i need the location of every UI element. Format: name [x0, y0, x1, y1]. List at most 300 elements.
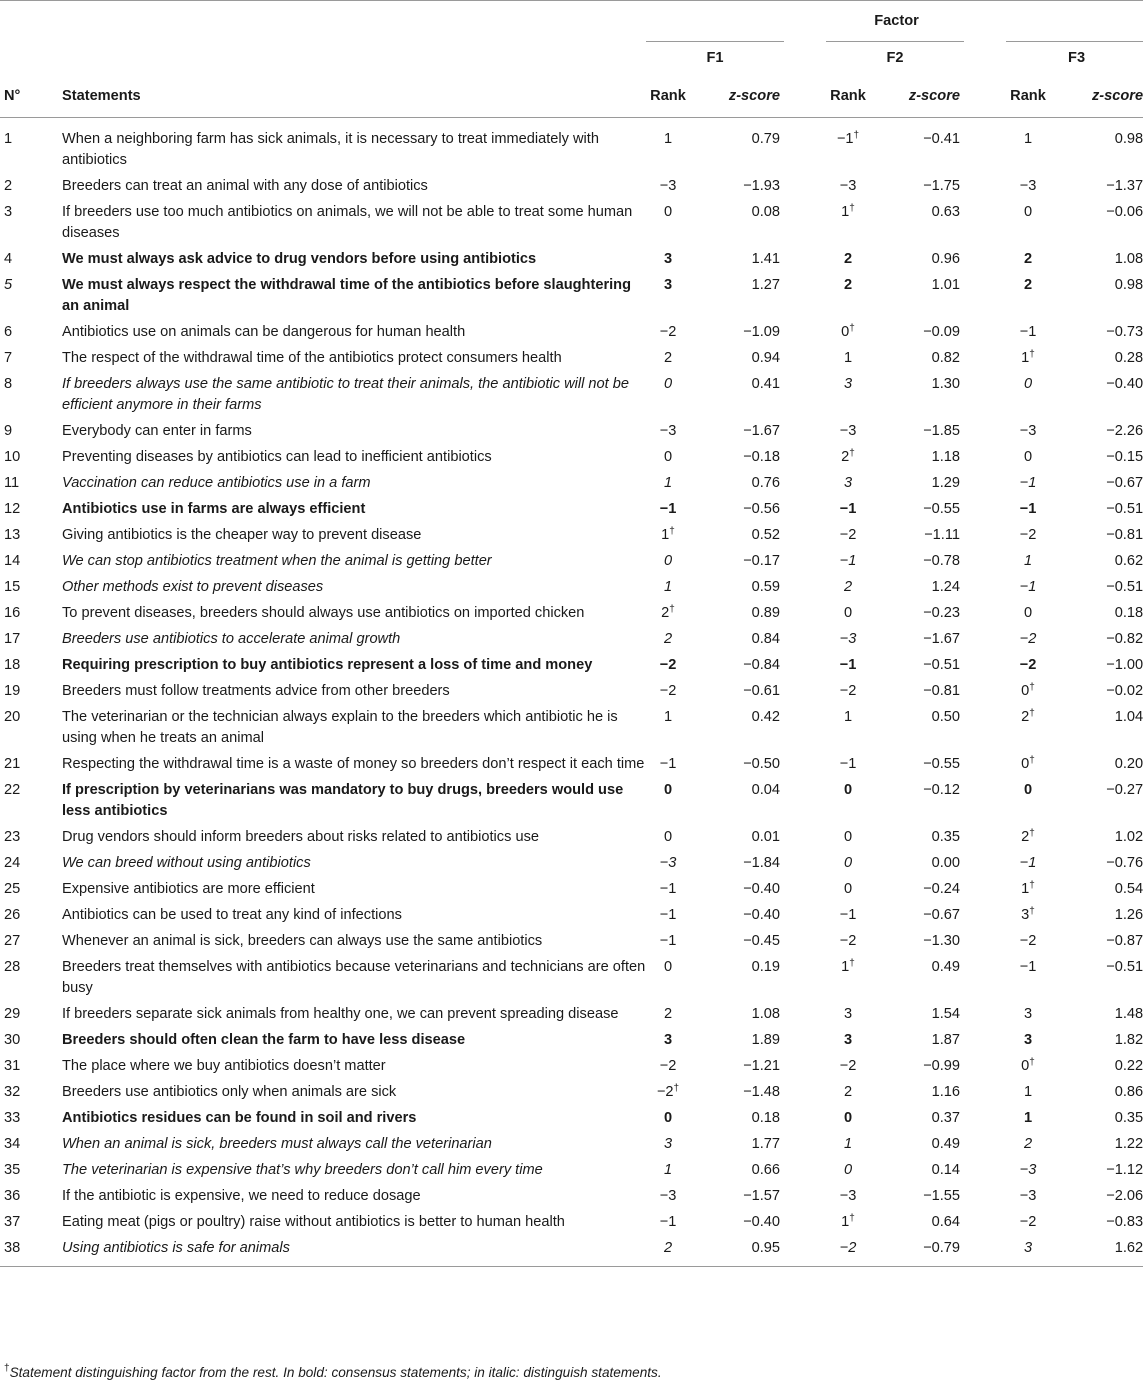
f3-zscore: −0.73 — [1106, 324, 1143, 340]
spacer — [964, 1209, 1006, 1235]
table-row — [0, 652, 1143, 678]
spacer — [784, 173, 826, 199]
table-row — [0, 876, 1143, 902]
row-number: 30 — [4, 1032, 21, 1048]
f2-zscore: 1.24 — [931, 579, 960, 595]
f2-zscore: 1.29 — [931, 475, 960, 491]
f1-rank: −1 — [659, 501, 677, 517]
spacer — [784, 1053, 826, 1079]
spacer — [964, 173, 1006, 199]
statement-text: We can stop antibiotics treatment when the animal is getting better — [62, 553, 492, 569]
factor-f2-header: F2 — [826, 41, 964, 75]
f3-zscore: 0.62 — [1114, 553, 1143, 569]
f3-rank: −2 — [1019, 1214, 1037, 1230]
f2-rank: −1 — [839, 553, 857, 569]
table-row — [0, 470, 1143, 496]
f3-zscore: −1.00 — [1106, 657, 1143, 673]
f2-rank: 1† — [841, 958, 855, 975]
f2-rank: 3 — [843, 1006, 853, 1022]
f2-rank: 3 — [843, 1032, 853, 1048]
f3-rank: 1 — [1023, 1084, 1033, 1100]
spacer — [964, 272, 1006, 319]
spacer — [964, 704, 1006, 751]
spacer — [964, 777, 1006, 824]
f3-rank: 0 — [1023, 449, 1033, 465]
f1-zscore: −0.40 — [743, 1214, 780, 1230]
f3-zscore: −0.87 — [1106, 933, 1143, 949]
f2-zscore: 1.01 — [931, 277, 960, 293]
header-row-columns — [0, 75, 1143, 118]
f2-rank: 1† — [841, 203, 855, 220]
statement-text: Breeders must follow treatments advice from other breeders — [62, 683, 450, 699]
table-row — [0, 118, 1143, 174]
f1-rank: 0 — [663, 553, 673, 569]
spacer — [964, 522, 1006, 548]
statement-text: Antibiotics use on animals can be dangerous for human health — [62, 324, 466, 340]
spacer — [964, 850, 1006, 876]
f2-zscore: 1.16 — [931, 1084, 960, 1100]
table-row — [0, 1001, 1143, 1027]
spacer — [784, 824, 826, 850]
spacer — [964, 824, 1006, 850]
table-row — [0, 1027, 1143, 1053]
dagger-mark: † — [4, 1363, 10, 1374]
f3-zscore: −1.37 — [1106, 178, 1143, 194]
f3-rank: −2 — [1019, 527, 1037, 543]
f3-rank: −2 — [1019, 933, 1037, 949]
spacer — [784, 118, 826, 174]
row-number: 22 — [4, 782, 21, 798]
f1-rank: 2 — [663, 350, 673, 366]
spacer — [784, 548, 826, 574]
dagger-mark: † — [1029, 828, 1035, 839]
f2-zscore: 0.96 — [931, 251, 960, 267]
table-row — [0, 928, 1143, 954]
table-row — [0, 704, 1143, 751]
table-row — [0, 751, 1143, 777]
spacer — [784, 319, 826, 345]
statement-text: If the antibiotic is expensive, we need to reduce dosage — [62, 1188, 421, 1204]
spacer — [964, 418, 1006, 444]
f1-rank: 1 — [663, 475, 673, 491]
f2-rank: 2 — [843, 1084, 853, 1100]
f2-zscore: −1.55 — [923, 1188, 960, 1204]
f3-zscore: −0.67 — [1106, 475, 1143, 491]
f1-rank: 1† — [661, 526, 675, 543]
spacer — [784, 522, 826, 548]
statement-text: Breeders can treat an animal with any dose of antibiotics — [62, 178, 428, 194]
statement-text: Giving antibiotics is the cheaper way to prevent disease — [62, 527, 422, 543]
f2-zscore: 0.50 — [931, 709, 960, 725]
f2-zscore: −1.30 — [923, 933, 960, 949]
row-number: 12 — [4, 501, 21, 517]
f3-rank: 0 — [1023, 782, 1033, 798]
f2-zscore: −0.41 — [923, 131, 960, 147]
f1-zscore: −1.09 — [743, 324, 780, 340]
spacer — [964, 902, 1006, 928]
f3-rank: −3 — [1019, 178, 1037, 194]
spacer — [784, 496, 826, 522]
f3-zscore: −0.51 — [1106, 501, 1143, 517]
table-row — [0, 777, 1143, 824]
f2-rank: −1 — [839, 657, 857, 673]
dagger-mark: † — [849, 958, 855, 969]
spacer — [784, 1027, 826, 1053]
row-number: 35 — [4, 1162, 21, 1178]
f2-rank: 3 — [843, 475, 853, 491]
row-number: 8 — [4, 376, 13, 392]
row-number: 33 — [4, 1110, 21, 1126]
dagger-mark: † — [1029, 349, 1035, 360]
f2-zscore: −0.12 — [923, 782, 960, 798]
f2-zscore: 1.54 — [931, 1006, 960, 1022]
f3-rank: 1 — [1023, 1110, 1033, 1126]
row-number: 7 — [4, 350, 13, 366]
f1-rank: 1 — [663, 709, 673, 725]
f1-zscore: 0.01 — [751, 829, 780, 845]
spacer — [964, 319, 1006, 345]
factor-group-rule — [646, 41, 784, 42]
f3-rank: 2 — [1023, 251, 1033, 267]
f1-rank: −3 — [659, 423, 677, 439]
f3-zscore: 0.98 — [1114, 277, 1143, 293]
table-row — [0, 902, 1143, 928]
f2-zscore-header: z-score — [870, 75, 964, 118]
spacer — [964, 600, 1006, 626]
row-number: 24 — [4, 855, 21, 871]
spacer — [784, 418, 826, 444]
f3-zscore: 0.86 — [1114, 1084, 1143, 1100]
f3-zscore: −0.40 — [1106, 376, 1143, 392]
f3-rank: 3 — [1006, 1235, 1050, 1267]
f1-zscore: 1.77 — [751, 1136, 780, 1152]
row-number: 26 — [4, 907, 21, 923]
statement-text: Other methods exist to prevent diseases — [62, 579, 324, 595]
f2-rank: −1† — [836, 130, 860, 147]
f2-zscore: 1.18 — [931, 449, 960, 465]
f2-rank: 0 — [843, 829, 853, 845]
f3-zscore: −0.82 — [1106, 631, 1143, 647]
f2-zscore: 0.82 — [931, 350, 960, 366]
f2-zscore: 0.49 — [931, 1136, 960, 1152]
statement-text: Antibiotics use in farms are always efficient — [62, 501, 366, 517]
table-row — [0, 954, 1143, 1001]
f1-rank: −2 — [659, 683, 677, 699]
f3-zscore: −1.12 — [1106, 1162, 1143, 1178]
f2-zscore: −1.67 — [923, 631, 960, 647]
spacer — [964, 751, 1006, 777]
row-number: 14 — [4, 553, 21, 569]
f3-zscore: −0.27 — [1106, 782, 1143, 798]
spacer — [784, 928, 826, 954]
statement-text: Vaccination can reduce antibiotics use in a farm — [62, 475, 371, 491]
f2-zscore: −0.24 — [923, 881, 960, 897]
number-header: N° — [0, 75, 62, 118]
spacer — [964, 199, 1006, 246]
f1-zscore: −0.50 — [743, 756, 780, 772]
table-row — [0, 1157, 1143, 1183]
f2-rank: −1 — [839, 756, 857, 772]
f2-zscore: −0.09 — [923, 324, 960, 340]
row-number: 25 — [4, 881, 21, 897]
spacer — [784, 902, 826, 928]
f3-rank: 0 — [1023, 204, 1033, 220]
header-row-factors — [0, 41, 1143, 75]
f2-rank: 0 — [843, 1162, 853, 1178]
f2-rank: −2 — [826, 1235, 870, 1267]
f2-zscore: −0.55 — [923, 756, 960, 772]
f1-rank: 0 — [663, 959, 673, 975]
f1-rank: 2 — [646, 1235, 690, 1267]
row-number: 28 — [4, 959, 21, 975]
spacer — [964, 876, 1006, 902]
f3-zscore: −0.81 — [1106, 527, 1143, 543]
factor-f1-header: F1 — [646, 41, 784, 75]
f2-rank: 0 — [843, 881, 853, 897]
statement-text: The veterinarian is expensive that’s why breeders don’t call him every time — [62, 1162, 543, 1178]
table-row — [0, 600, 1143, 626]
f1-rank: −1 — [659, 933, 677, 949]
f3-zscore: −2.26 — [1106, 423, 1143, 439]
statements-header: Statements — [62, 75, 646, 118]
f1-zscore: −0.45 — [743, 933, 780, 949]
row-number: 2 — [4, 178, 13, 194]
f2-zscore: −0.55 — [923, 501, 960, 517]
f1-rank: −1 — [659, 756, 677, 772]
table-row — [0, 850, 1143, 876]
dagger-mark: † — [1029, 682, 1035, 693]
spacer — [964, 345, 1006, 371]
f2-zscore: −1.11 — [924, 527, 960, 543]
spacer — [964, 1027, 1006, 1053]
f3-rank: 0† — [1021, 1057, 1035, 1074]
f1-rank: 0 — [663, 782, 673, 798]
f3-rank: −1 — [1019, 959, 1037, 975]
spacer — [964, 1079, 1006, 1105]
f1-zscore: −1.48 — [743, 1084, 780, 1100]
table-row — [0, 1209, 1143, 1235]
f1-rank: 3 — [663, 277, 673, 293]
row-number: 34 — [4, 1136, 21, 1152]
spacer — [964, 496, 1006, 522]
f2-rank: 0 — [843, 1110, 853, 1126]
f3-rank: 0† — [1021, 682, 1035, 699]
f2-zscore: −0.51 — [923, 657, 960, 673]
spacer — [784, 954, 826, 1001]
row-number: 4 — [4, 251, 13, 267]
f3-rank: −3 — [1019, 423, 1037, 439]
f1-rank: −2 — [659, 657, 677, 673]
f1-zscore: −0.18 — [743, 449, 780, 465]
statement-text: If breeders always use the same antibiotic to treat their animals, the antibiotic will not be efficient anymore in their farms — [62, 376, 630, 413]
f2-zscore: 0.49 — [931, 959, 960, 975]
spacer — [784, 1079, 826, 1105]
f1-rank: −3 — [659, 1188, 677, 1204]
f2-zscore: 1.30 — [931, 376, 960, 392]
spacer — [964, 954, 1006, 1001]
f3-zscore: 0.20 — [1114, 756, 1143, 772]
f3-zscore: −0.83 — [1106, 1214, 1143, 1230]
spacer — [964, 371, 1006, 418]
f1-zscore: 0.41 — [751, 376, 780, 392]
spacer — [964, 678, 1006, 704]
f1-zscore: 1.41 — [751, 251, 780, 267]
f1-zscore: −0.17 — [743, 553, 780, 569]
table-row — [0, 678, 1143, 704]
f3-rank: −3 — [1019, 1162, 1037, 1178]
table-row — [0, 548, 1143, 574]
f3-zscore: 0.18 — [1114, 605, 1143, 621]
spacer — [964, 1157, 1006, 1183]
table-row — [0, 199, 1143, 246]
row-number: 21 — [4, 756, 21, 772]
f2-rank: 1† — [841, 1213, 855, 1230]
statement-text: Using antibiotics is safe for animals — [62, 1235, 646, 1267]
f1-rank: 1 — [663, 579, 673, 595]
factor-group-rule — [1006, 41, 1143, 42]
spacer — [784, 1157, 826, 1183]
f3-rank: −2 — [1019, 631, 1037, 647]
row-number: 6 — [4, 324, 13, 340]
f1-zscore: −0.40 — [743, 907, 780, 923]
row-number: 1 — [4, 131, 13, 147]
f1-rank: 3 — [663, 251, 673, 267]
table-row — [0, 522, 1143, 548]
f3-rank: 0 — [1023, 605, 1033, 621]
f3-rank: 2 — [1023, 1136, 1033, 1152]
f2-rank: −3 — [839, 178, 857, 194]
spacer — [964, 246, 1006, 272]
spacer — [784, 626, 826, 652]
statement-text: Eating meat (pigs or poultry) raise without antibiotics is better to human health — [62, 1214, 565, 1230]
f3-rank: −1 — [1019, 579, 1037, 595]
table-row — [0, 246, 1143, 272]
f3-zscore: −0.15 — [1106, 449, 1143, 465]
table-row — [0, 1131, 1143, 1157]
f1-rank: 0 — [663, 449, 673, 465]
f1-zscore: −0.61 — [743, 683, 780, 699]
f1-rank: −1 — [659, 1214, 677, 1230]
statement-text: Respecting the withdrawal time is a waste of money so breeders don’t respect it each time — [62, 756, 645, 772]
f1-zscore: 0.42 — [751, 709, 780, 725]
row-number: 36 — [4, 1188, 21, 1204]
spacer — [964, 652, 1006, 678]
f1-rank: −1 — [659, 881, 677, 897]
f1-zscore: −1.84 — [743, 855, 780, 871]
spacer — [784, 1209, 826, 1235]
f2-zscore: −0.99 — [923, 1058, 960, 1074]
table-row — [0, 173, 1143, 199]
row-number: 23 — [4, 829, 21, 845]
spacer — [784, 470, 826, 496]
f1-rank: 0 — [663, 376, 673, 392]
dagger-mark: † — [673, 1083, 680, 1094]
f3-rank-header: Rank — [1006, 75, 1050, 118]
f1-zscore: 1.27 — [751, 277, 780, 293]
statement-text: Breeders should often clean the farm to have less disease — [62, 1032, 466, 1048]
row-number: 3 — [4, 204, 13, 220]
f2-zscore: 0.35 — [931, 829, 960, 845]
statement-text: If prescription by veterinarians was mandatory to buy drugs, breeders would use less antibiotics — [62, 782, 624, 819]
statement-text: When an animal is sick, breeders must always call the veterinarian — [62, 1136, 492, 1152]
spacer — [784, 1001, 826, 1027]
dagger-mark: † — [1029, 880, 1035, 891]
row-number: 31 — [4, 1058, 21, 1074]
f2-rank: 3 — [843, 376, 853, 392]
f2-rank: −2 — [839, 933, 857, 949]
statement-text: Everybody can enter in farms — [62, 423, 252, 439]
f3-zscore: 1.26 — [1114, 907, 1143, 923]
f2-rank: −3 — [839, 631, 857, 647]
row-number: 16 — [4, 605, 21, 621]
table-row — [0, 444, 1143, 470]
f3-zscore: 0.98 — [1114, 131, 1143, 147]
f1-zscore: −0.84 — [743, 657, 780, 673]
spacer — [784, 751, 826, 777]
f1-zscore: 0.76 — [751, 475, 780, 491]
spacer — [964, 1001, 1006, 1027]
f2-rank: 1 — [843, 709, 853, 725]
dagger-mark: † — [1029, 1057, 1035, 1068]
spacer — [784, 678, 826, 704]
table-row — [0, 1235, 1143, 1267]
spacer — [964, 118, 1006, 174]
f1-zscore: 0.52 — [751, 527, 780, 543]
f3-rank: −2 — [1019, 657, 1037, 673]
f3-rank: 2 — [1023, 277, 1033, 293]
f1-zscore: −1.93 — [743, 178, 780, 194]
row-number: 37 — [4, 1214, 21, 1230]
f3-zscore: 0.28 — [1114, 350, 1143, 366]
f1-zscore: −1.57 — [743, 1188, 780, 1204]
row-number: 29 — [4, 1006, 21, 1022]
f2-rank: 1 — [843, 1136, 853, 1152]
f1-zscore: 1.08 — [751, 1006, 780, 1022]
f2-zscore: −0.23 — [923, 605, 960, 621]
statement-text: When a neighboring farm has sick animals, it is necessary to treat immediately with antibiotics — [62, 131, 599, 168]
table-row — [0, 371, 1143, 418]
row-number: 10 — [4, 449, 21, 465]
f3-rank: 1 — [1023, 553, 1033, 569]
dagger-mark: † — [1029, 906, 1035, 917]
spacer — [784, 1183, 826, 1209]
f3-rank: −1 — [1019, 475, 1037, 491]
statement-text: Breeders use antibiotics only when animals are sick — [62, 1084, 397, 1100]
spacer — [964, 444, 1006, 470]
f3-rank: 2† — [1021, 828, 1035, 845]
header-row-factor — [0, 1, 1143, 42]
f1-rank: −2† — [656, 1083, 680, 1100]
f2-rank: −2 — [839, 1058, 857, 1074]
spacer — [784, 444, 826, 470]
f2-rank: 2 — [843, 251, 853, 267]
statement-text: Breeders treat themselves with antibiotics because veterinarians and technicians are often busy — [62, 959, 646, 996]
spacer — [784, 1105, 826, 1131]
f2-zscore: 0.64 — [931, 1214, 960, 1230]
f1-zscore: −1.21 — [743, 1058, 780, 1074]
f3-zscore: 0.54 — [1114, 881, 1143, 897]
table-row — [0, 824, 1143, 850]
row-number: 38 — [0, 1235, 62, 1267]
dagger-mark: † — [853, 130, 860, 141]
f1-zscore: −0.40 — [743, 881, 780, 897]
f1-zscore: 0.84 — [751, 631, 780, 647]
factor-f3-header: F3 — [1006, 41, 1143, 75]
f2-zscore: −0.78 — [923, 553, 960, 569]
f1-rank: 0 — [663, 829, 673, 845]
f3-zscore: 0.22 — [1114, 1058, 1143, 1074]
f1-zscore: 0.04 — [751, 782, 780, 798]
